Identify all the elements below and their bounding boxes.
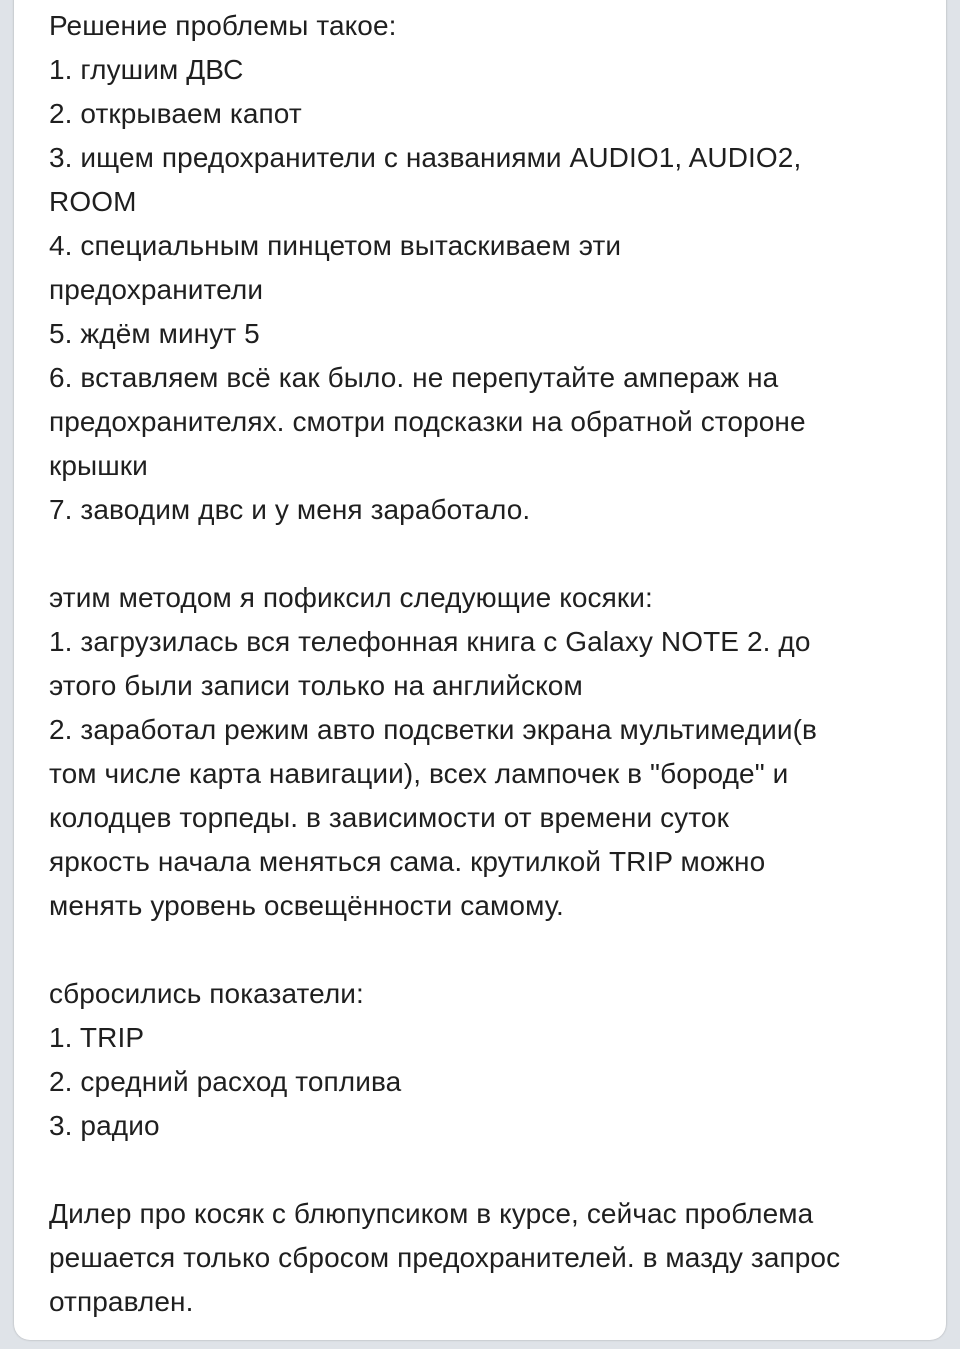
text-line: менять уровень освещённости самому.: [49, 890, 564, 921]
text-line: 3. радио: [49, 1110, 160, 1141]
text-line: 2. заработал режим авто подсветки экрана мультимедии(в: [49, 714, 818, 745]
text-line: яркость начала меняться сама. крутилкой TRIP можно: [49, 846, 766, 877]
text-line: том числе карта навигации), всех лампочек в "бороде" и: [49, 758, 789, 789]
paragraph-gap: [49, 1148, 929, 1192]
text-line: этого были записи только на английском: [49, 670, 583, 701]
text-line: 2. открываем капот: [49, 98, 302, 129]
paragraph-gap: [49, 532, 929, 576]
paragraph-gap: [49, 928, 929, 972]
text-line: 1. глушим ДВС: [49, 54, 244, 85]
text-line: предохранители: [49, 274, 264, 305]
text-line: 4. специальным пинцетом вытаскиваем эти: [49, 230, 622, 261]
text-line: решается только сбросом предохранителей. в мазду запрос: [49, 1242, 841, 1273]
text-line: отправлен.: [49, 1286, 194, 1317]
text-line: Дилер про косяк с блюпупсиком в курсе, сейчас проблема: [49, 1198, 814, 1229]
text-line: 1. TRIP: [49, 1022, 145, 1053]
text-line: ROOM: [49, 186, 137, 217]
text-line: 7. заводим двс и у меня заработало.: [49, 494, 531, 525]
text-line: 3. ищем предохранители с названиями AUDIO1, AUDIO2,: [49, 142, 802, 173]
text-line: 1. загрузилась вся телефонная книга с Galaxy NOTE 2. до: [49, 626, 811, 657]
message-text: [49, 4, 929, 1324]
text-line: колодцев торпеды. в зависимости от времени суток: [49, 802, 729, 833]
text-line: предохранителях. смотри подсказки на обратной стороне: [49, 406, 806, 437]
text-line: 6. вставляем всё как было. не перепутайте ампераж на: [49, 362, 779, 393]
text-line: 5. ждём минут 5: [49, 318, 260, 349]
text-line: 2. средний расход топлива: [49, 1066, 402, 1097]
text-line: крышки: [49, 450, 148, 481]
text-line: сбросились показатели:: [49, 978, 364, 1009]
text-line: Решение проблемы такое:: [49, 10, 397, 41]
text-line: этим методом я пофиксил следующие косяки:: [49, 582, 653, 613]
